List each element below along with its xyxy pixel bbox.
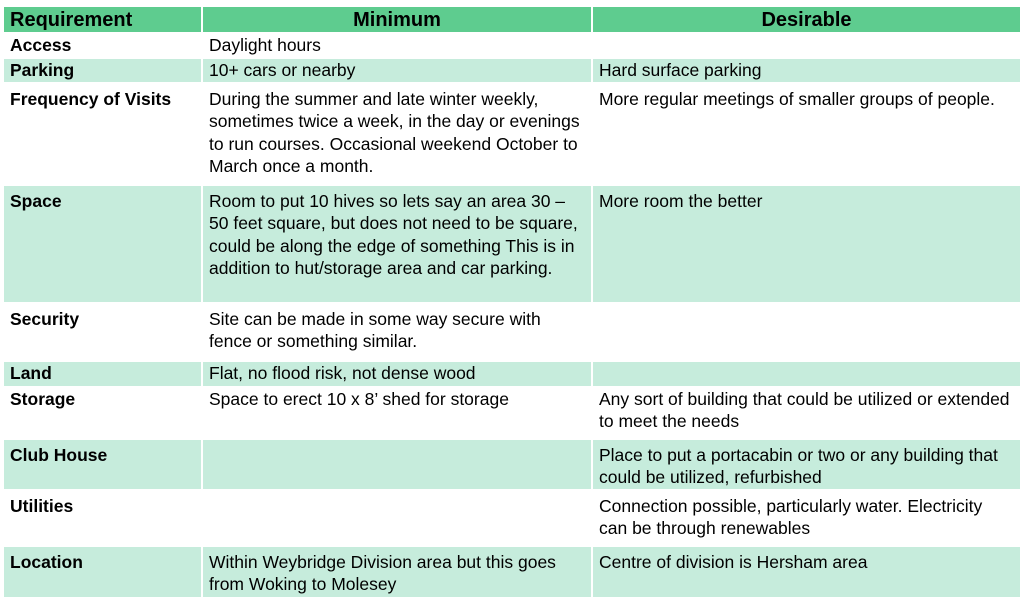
table-row bbox=[4, 185, 1020, 303]
desirable-cell bbox=[592, 303, 1020, 361]
minimum-cell: Room to put 10 hives so lets say an area 30 – 50 feet square, but does not need to be square, could be along the edge of something This is in addition to hut/storage area and car parking. bbox=[202, 185, 592, 303]
minimum-cell: 10+ cars or nearby bbox=[202, 58, 592, 83]
desirable-cell: Centre of division is Hersham area bbox=[592, 546, 1020, 598]
minimum-cell: Site can be made in some way secure with fence or something similar. bbox=[202, 303, 592, 361]
desirable-cell: Any sort of building that could be utilized or extended to meet the needs bbox=[592, 387, 1020, 439]
table-row bbox=[4, 33, 1020, 58]
desirable-cell: More room the better bbox=[592, 185, 1020, 303]
desirable-cell: Place to put a portacabin or two or any building that could be utilized, refurbished bbox=[592, 439, 1020, 490]
header-minimum: Minimum bbox=[202, 7, 592, 33]
requirement-cell: Space bbox=[4, 185, 202, 303]
table-row bbox=[4, 546, 1020, 598]
desirable-cell: More regular meetings of smaller groups of people. bbox=[592, 83, 1020, 185]
requirement-cell: Club House bbox=[4, 439, 202, 490]
requirement-cell: Security bbox=[4, 303, 202, 361]
table-row bbox=[4, 58, 1020, 83]
header-desirable: Desirable bbox=[592, 7, 1020, 33]
minimum-cell bbox=[202, 439, 592, 490]
requirement-cell: Frequency of Visits bbox=[4, 83, 202, 185]
desirable-cell bbox=[592, 33, 1020, 58]
minimum-cell: During the summer and late winter weekly, sometimes twice a week, in the day or evenings to run courses. Occasional weekend October to March once a month. bbox=[202, 83, 592, 185]
minimum-cell: Daylight hours bbox=[202, 33, 592, 58]
requirement-cell: Parking bbox=[4, 58, 202, 83]
requirements-table bbox=[4, 7, 1020, 599]
table-row bbox=[4, 439, 1020, 490]
header-requirement: Requirement bbox=[4, 7, 202, 33]
requirement-cell: Land bbox=[4, 361, 202, 387]
desirable-cell: Hard surface parking bbox=[592, 58, 1020, 83]
requirement-cell: Storage bbox=[4, 387, 202, 439]
desirable-cell bbox=[592, 361, 1020, 387]
table-row bbox=[4, 303, 1020, 361]
requirement-cell: Utilities bbox=[4, 490, 202, 546]
table-row bbox=[4, 387, 1020, 439]
header-row bbox=[4, 7, 1020, 33]
requirement-cell: Access bbox=[4, 33, 202, 58]
requirement-cell: Location bbox=[4, 546, 202, 598]
table-row bbox=[4, 490, 1020, 546]
desirable-cell: Connection possible, particularly water. Electricity can be through renewables bbox=[592, 490, 1020, 546]
minimum-cell: Flat, no flood risk, not dense wood bbox=[202, 361, 592, 387]
minimum-cell: Within Weybridge Division area but this goes from Woking to Molesey bbox=[202, 546, 592, 598]
minimum-cell: Space to erect 10 x 8’ shed for storage bbox=[202, 387, 592, 439]
table-row bbox=[4, 83, 1020, 185]
table-row bbox=[4, 361, 1020, 387]
minimum-cell bbox=[202, 490, 592, 546]
